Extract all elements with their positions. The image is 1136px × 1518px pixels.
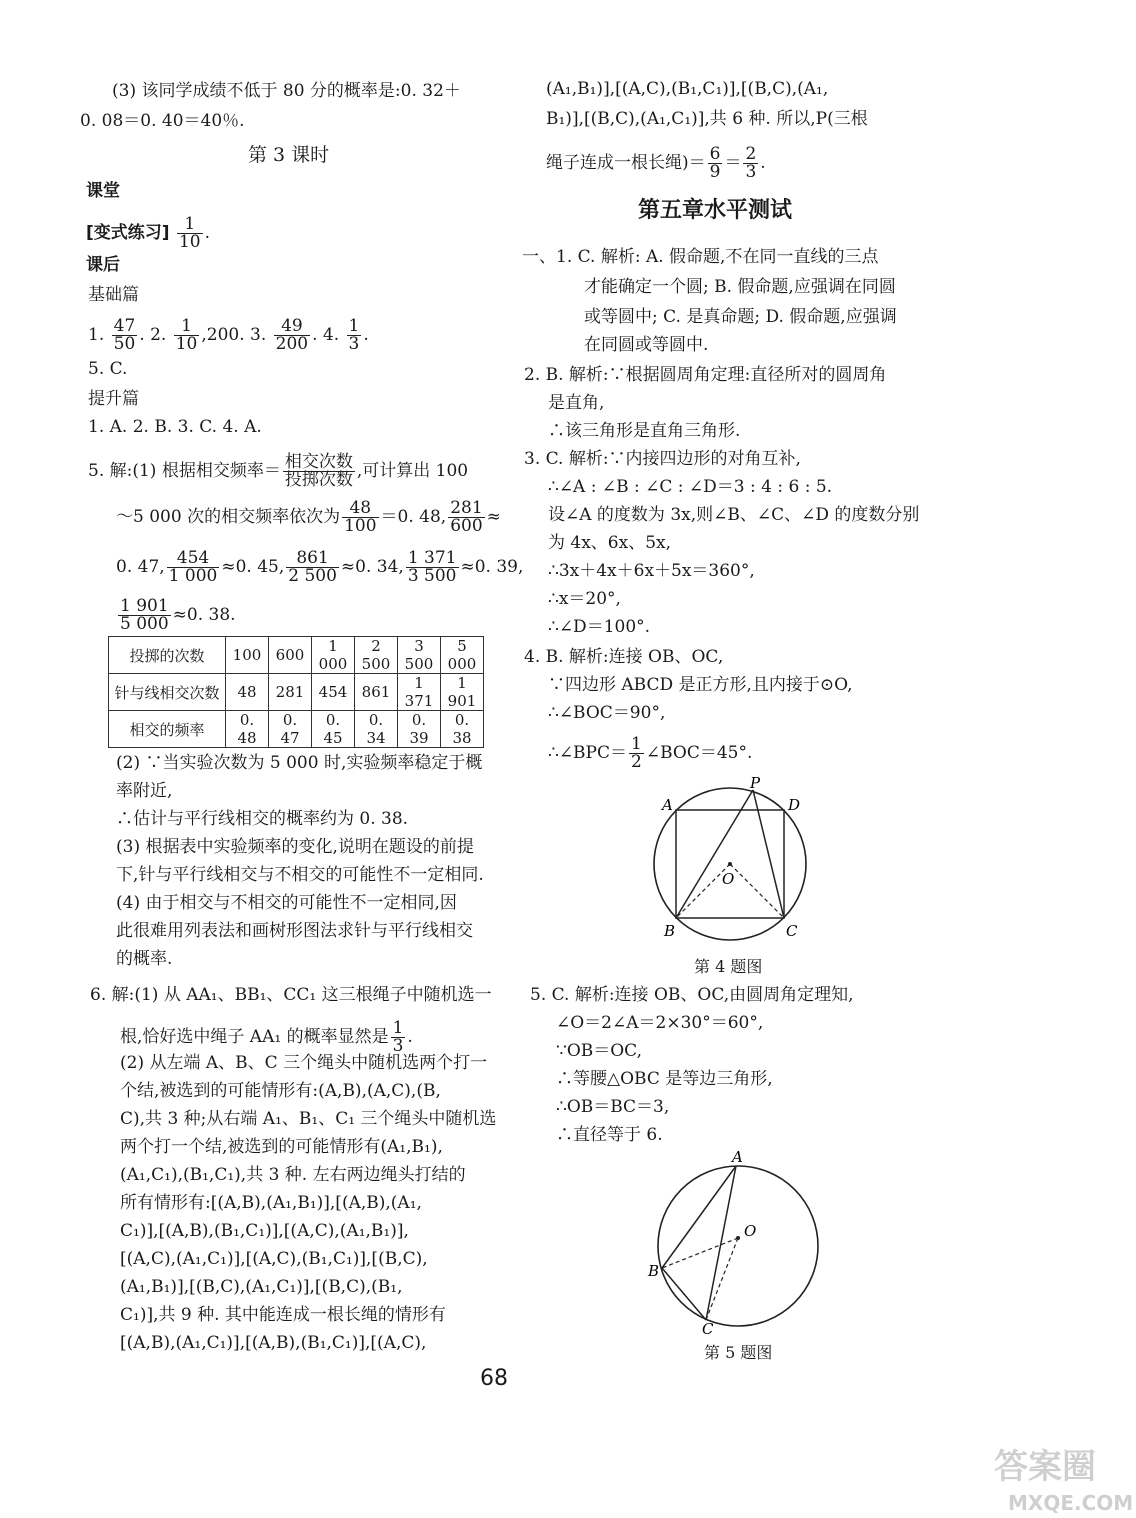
fraction [391,1020,406,1055]
frac-den: 600 [450,516,483,536]
table-cell: 454 [312,674,355,711]
segment-ab [662,1166,736,1268]
fraction [118,598,171,633]
q1-line: 才能确定一个圆; B. 假命题,应强调在同圆 [584,277,896,297]
table-cell: 投掷的次数 [109,637,226,674]
frac-num: 2 [745,144,757,164]
frac-num: 6 [709,144,721,164]
after-line: ∴估计与平行线相交的概率约为 0. 38. [116,809,409,829]
after-line: 此很难用列表法和画树形图法求针与平行线相交 [116,921,473,941]
frac-num: 49 [274,318,310,336]
table-cell: 0. 45 [312,711,355,748]
frac-num: 47 [113,316,136,336]
t: ,可计算出 100 [356,461,469,481]
label-p: P [750,774,761,792]
frac-den: 3 [348,334,360,354]
t: ≈ [486,507,501,527]
t: ≈0. 34, [340,557,404,577]
t: 5. 解:(1) 根据相交频率＝ [88,461,281,481]
frac-den: 200 [275,334,309,354]
watermark-logo-mark: 答案圈 [994,1447,1096,1487]
fraction [167,550,220,585]
frac-den: 3 500 [407,566,457,586]
p3-line1: (3) 该同学成绩不低于 80 分的概率是:0. 32＋ [112,81,461,101]
frac-num: 1 [177,216,203,234]
fraction [174,318,200,353]
frac-den: 10 [175,334,198,354]
frac-den: 100 [344,516,377,536]
table-cell: 0. 47 [269,711,312,748]
table-cell: 281 [269,674,312,711]
q1-line: 在同圆或等圆中. [584,335,709,355]
frequency-table [108,636,484,748]
label-o: O [744,1222,757,1240]
frac-den: 2 [631,752,642,772]
table-cell: 600 [269,637,312,674]
t: . [760,153,766,173]
t: ∴∠BPC＝ [548,743,627,763]
q1-line: 一、1. C. 解析: A. 假命题,不在同一直线的三点 [522,247,879,267]
label-a: A [732,1148,743,1166]
frac-num: 48 [342,500,378,518]
frac-num: 861 [286,550,339,568]
q1-line: 或等圆中; C. 是真命题; D. 假命题,应强调 [584,307,897,327]
frac-num: 1 [174,318,200,336]
section-ketang: 课堂 [86,181,120,201]
table-cell: 相交的频率 [109,711,226,748]
t: ≈0. 45, [221,557,285,577]
label-c: C [786,922,798,940]
q4-line: 4. B. 解析:连接 OB、OC, [524,647,724,667]
frac-den: 5 000 [120,614,169,634]
q4-line: ∵四边形 ABCD 是正方形,且内接于⊙O, [548,675,853,695]
s6-rest-line: [(A,C),(A₁,C₁)],[(A,C),(B₁,C₁)],[(B,C), [120,1249,428,1269]
section-jichu: 基础篇 [88,285,139,305]
after-line: (3) 根据表中实验频率的变化,说明在题设的前提 [116,837,474,857]
table-cell: 3 500 [398,637,441,674]
t: . [407,1027,413,1047]
t: 绳子连成一根长绳)＝ [546,153,706,173]
q3-line: ∴x＝20°, [548,589,621,609]
watermark-text: MXQE.COM [1008,1491,1134,1515]
q3-line: 3. C. 解析:∵内接四边形的对角互补, [524,449,801,469]
frac-den: 10 [178,232,201,252]
circle [658,1166,818,1326]
s6-rest-line: 个结,被选到的可能情形有:(A,B),(A,C),(B, [120,1081,441,1101]
table-row [109,711,484,748]
after-line: 率附近, [116,781,173,801]
bianshi-fraction [177,216,203,251]
after-line: 下,针与平行线相交与不相交的可能性不一定相同. [116,865,484,885]
page-number: 68 [480,1366,508,1391]
table-cell: 861 [355,674,398,711]
table-cell: 1 371 [398,674,441,711]
t: ＝0. 48, [380,507,447,527]
fraction [274,318,310,353]
table-cell: 0. 48 [226,711,269,748]
frac-num: 1 [631,734,642,754]
s6-rest-line: (A₁,B₁)],[(B,C),(A₁,C₁)],[(B,C),(B₁, [120,1277,403,1297]
t: . [363,325,369,345]
segment-oc [730,864,784,918]
fraction [708,146,723,181]
q2-line: 是直角, [548,393,605,413]
table-cell: 1 000 [312,637,355,674]
table-cell: 0. 34 [355,711,398,748]
adv-answers: 1. A. 2. B. 3. C. 4. A. [88,417,262,437]
segment-bc [662,1268,706,1320]
s6-rest-line: C₁)],共 9 种. 其中能连成一根长绳的情形有 [120,1305,446,1325]
frac-den: 2 500 [288,566,337,586]
s6-line1: 6. 解:(1) 从 AA₁、BB₁、CC₁ 这三根绳子中随机选一 [90,985,492,1005]
after-line: (4) 由于相交与不相交的可能性不一定相同,因 [116,893,457,913]
q3-line: ∴∠A : ∠B : ∠C : ∠D＝3 : 4 : 6 : 5. [548,477,833,497]
after-line: (2) ∵当实验次数为 5 000 时,实验频率稳定于概 [116,753,483,773]
table-cell: 5 000 [441,637,484,674]
label-b: B [648,1262,660,1280]
fraction [743,146,758,181]
fraction [448,500,484,535]
fraction [342,500,378,535]
p3-line2: 0. 08＝0. 40＝40％. [80,111,245,131]
q5-line: ∴OB＝BC＝3, [556,1097,670,1117]
chapter-title: 第五章水平测试 [638,198,793,223]
s5-line2 [116,500,501,535]
frac-den: 3 [392,1036,404,1056]
watermark-logo-icon [986,1438,1136,1518]
table-row [109,674,484,711]
center-point [728,862,732,866]
s5-line3 [116,550,523,585]
q3-line: 为 4x、6x、5x, [548,533,672,553]
bianshi-line: [变式练习] $\frac{1}{10}$ . [86,214,210,252]
frac-num: 相交次数 [284,452,353,472]
frac-den: 9 [709,162,721,182]
segment-ac [706,1166,736,1320]
s6-rest-line: 两个打一个结,被选到的可能情形有(A₁,B₁), [120,1137,443,1157]
s6-rest-line: (A₁,C₁),(B₁,C₁),共 3 种. 左右两边绳头打结的 [120,1165,466,1185]
q4-line: ∴∠BOC＝90°, [548,703,666,723]
q3-line: ∴∠D＝100°. [548,617,651,637]
label-c: C [702,1320,714,1338]
q5-line: ∴等腰△OBC 是等边三角形, [556,1069,773,1089]
basic-answers [88,318,369,353]
section-tisheng: 提升篇 [88,389,139,409]
table-cell: 100 [226,637,269,674]
q3-line: 设∠A 的度数为 3x,则∠B、∠C、∠D 的度数分别 [548,505,920,525]
t: ≈0. 39, [460,557,524,577]
table-cell: 1 901 [441,674,484,711]
q2-line: 2. B. 解析:∵根据圆周角定理:直径所对的圆周角 [524,365,887,385]
segment-bp [676,790,753,918]
figure-5-diagram [646,1148,826,1338]
q3-line: ∴3x＋4x＋6x＋5x＝360°, [548,561,755,581]
frac-num: 281 [450,498,483,518]
figure-5-caption: 第 5 题图 [704,1343,773,1362]
table-cell: 48 [226,674,269,711]
frac-den: 3 [745,162,757,182]
t: ＝ [724,153,742,173]
s6-rest-line: 所有情形有:[(A,B),(A₁,B₁)],[(A,B),(A₁, [120,1193,422,1213]
t: ～5 000 次的相交频率依次为 [116,507,341,527]
s6-rest-line: (2) 从左端 A、B、C 三个绳头中随机选两个打一 [120,1053,488,1073]
table-cell: 针与线相交次数 [109,674,226,711]
label-d: D [788,796,801,814]
lesson-title: 第 3 课时 [248,144,330,166]
q5-line: 5. C. 解析:连接 OB、OC,由圆周角定理知, [530,985,854,1005]
t: ≈0. 38. [172,605,236,625]
basic-q5: 5. C. [88,359,128,379]
t: ,200. 3. [201,325,267,345]
bianshi-label: [变式练习] [86,223,170,243]
t: 0. 47, [116,557,165,577]
frac-den: 50 [113,334,136,354]
center-point [736,1236,740,1240]
figure-4-caption: 第 4 题图 [694,957,763,976]
s5-line1 [88,454,468,489]
t: . 4. [312,325,340,345]
cont-line: B₁)],[(B,C),(A₁,C₁)],共 6 种. 所以,P(三根 [546,109,868,129]
q4-last-line [548,736,752,771]
after-line: 的概率. [116,949,173,969]
table-cell: 0. 39 [398,711,441,748]
figure-4-diagram [640,774,820,948]
section-kehou: 课后 [86,255,120,275]
label-a: A [662,796,673,814]
frac-den: 1 000 [168,566,218,586]
frac-num: 1 371 [407,548,457,568]
fraction [629,736,644,771]
frac-num: 1 [348,316,360,336]
t: 1. [88,325,105,345]
table-row [109,637,484,674]
table-cell: 2 500 [355,637,398,674]
frac-num: 454 [167,550,220,568]
cont-line: (A₁,B₁)],[(A,C),(B₁,C₁)],[(B,C),(A₁, [546,79,829,99]
frac-num: 1 901 [120,596,169,616]
label-o: O [722,870,735,888]
q2-line: ∴该三角形是直角三角形. [548,421,741,441]
t: 根,恰好选中绳子 AA₁ 的概率显然是 [120,1027,389,1047]
fraction [286,550,339,585]
s6-rest-line: C₁)],[(A,B),(B₁,C₁)],[(A,C),(A₁,B₁)], [120,1221,409,1241]
frac-num: 1 [392,1018,404,1038]
q5-line: ∠O＝2∠A＝2×30°＝60°, [556,1013,764,1033]
fraction [406,550,459,585]
s6-rest-line: C),共 3 种;从右端 A₁、B₁、C₁ 三个绳头中随机选 [120,1109,497,1129]
segment-cp [753,790,784,918]
cont-line3 [546,146,766,181]
t: ∠BOC＝45°. [645,743,753,763]
frac-den: 投掷次数 [284,470,353,490]
label-b: B [664,922,676,940]
s5-line4 [116,598,236,633]
t: . 2. [139,325,167,345]
fraction [283,454,355,489]
segment-oc [706,1238,738,1320]
s6-rest-line: [(A,B),(A₁,C₁)],[(A,B),(B₁,C₁)],[(A,C), [120,1333,427,1353]
q5-line: ∴直径等于 6. [556,1125,663,1145]
q5-line: ∵OB＝OC, [556,1041,642,1061]
s6-line2 [120,1020,413,1055]
table-cell: 0. 38 [441,711,484,748]
fraction [112,318,138,353]
fraction [347,318,362,353]
